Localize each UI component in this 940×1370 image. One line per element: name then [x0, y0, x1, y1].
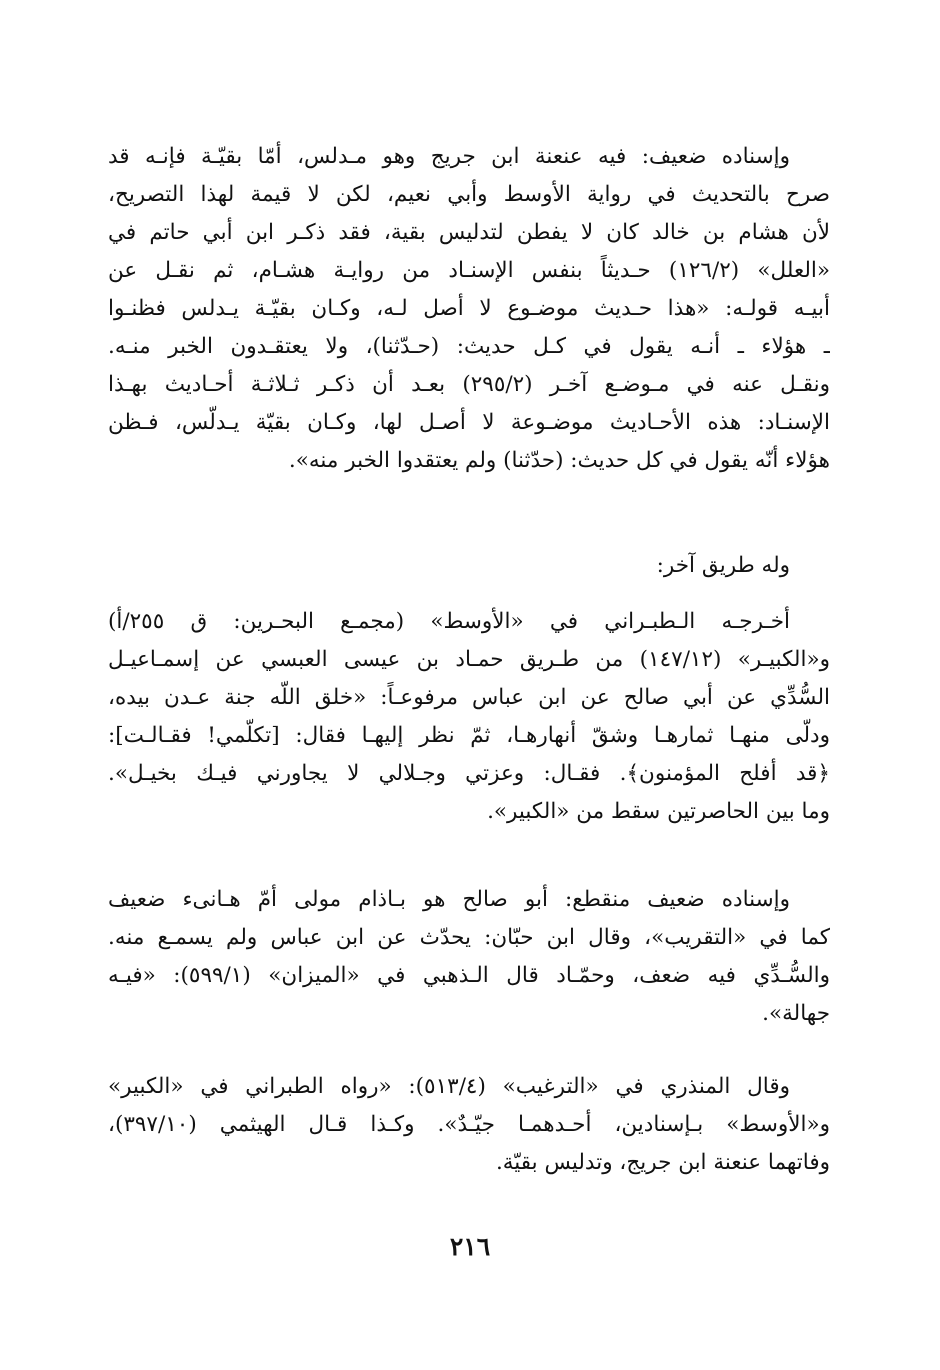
text-line: جهالة».: [762, 1001, 830, 1026]
text-line: و«الأوسط» بـإسنادين، أحـدهمـا جيّـدٌ». وكـذا قـال الهيثمي (٣٩٧/١٠)،: [108, 1112, 830, 1137]
text-line: ونقـل عنه في مـوضـع آخـر (٢٩٥/٢) بعـد أن ذكـر ثـلاثـة أحـاديث بهـذا: [108, 372, 830, 397]
page-number: ٢١٦: [449, 1232, 491, 1261]
text-line: وفاتهما عنعنة ابن جريج، وتدليس بقيّة.: [495, 1150, 830, 1175]
text-line: «العلل» (١٢٦/٢) حـديثاً بنفس الإسنـاد من روايـة هشـام، ثم نقـل عن: [108, 258, 830, 283]
text-line: ودلّى منهـا ثمارهـا وشقّ أنهارهـا، ثمّ نظر إليهـا فقال: [تكلّمي! فقـالـت]:: [108, 723, 830, 748]
paragraph-another-route: [108, 547, 830, 585]
text-line: ﴿قد أفلح المؤمنون﴾. فقـال: وعزتي وجـلالي لا يجاورني فيـك بخيـل».: [108, 761, 830, 786]
text-line: أخـرجـه الـطبـراني في «الأوسط» (مجمـع البحـرين: ق ٢٥٥/أ): [108, 609, 790, 634]
paragraph-takhrij: [108, 603, 830, 831]
text-line: وقال المنذري في «الترغيب» (٥١٣/٤): «رواه الطبراني في «الكبير»: [108, 1074, 790, 1099]
text-line: الإسنـاد: هذه الأحـاديث موضـوعة لا أصـل لها، وكـان بقيّة يـدلّس، فـظن: [108, 410, 830, 435]
text-line: وإسناده ضعيف منقطع: أبو صالح هو بـاذام مولى أمّ هـانىء ضعيف: [108, 887, 790, 912]
text-line: وله طريق آخر:: [656, 553, 790, 578]
text-line: السُّدِّي عن أبي صالح عن ابن عباس مرفوعـاً: «خلق اللّه جنة عـدن بيده،: [108, 685, 830, 710]
paragraph-isnad-weak: [108, 138, 830, 480]
text-line: كما في «التقريب»، وقال ابن حبّان: يحدّث عن ابن عباس ولم يسمـع منه.: [108, 925, 830, 950]
text-line: ـ هؤلاء ـ أنـه يقول في كـل حديث: (حـدّثنا)، ولا يعتقـدون الخبر منـه.: [108, 334, 830, 359]
text-line: وإسناده ضعيف: فيه عنعنة ابن جريج وهو مـدلس، أمّا بقيّـة فإنـه قد: [108, 144, 790, 169]
text-line: هؤلاء أنّه يقول في كل حديث: (حدّثنا) ولم يعتقدوا الخبر منه».: [288, 448, 830, 473]
text-line: لأن هشام بن خالد كان لا يفطن لتدليس بقية، فقد ذكـر ابن أبي حاتم في: [108, 220, 830, 245]
text-line: وما بين الحاصرتين سقط من «الكبير».: [487, 799, 830, 824]
paragraph-isnad-munqati: [108, 881, 830, 1033]
text-line: أبيـه قولـه: «هذا حـديث موضـوع لا أصل لـه، وكـان بقيّـة يـدلس فظنـوا: [108, 296, 830, 321]
text-line: والسُّـدِّي فيه ضعف، وحمّـاد قال الـذهبي في «الميزان» (٥٩٩/١): «فيـه: [108, 963, 830, 988]
text-line: و«الكبيـر» (١٤٧/١٢) من طـريق حمـاد بن عيسى العبسي عن إسمـاعيـل: [108, 647, 830, 672]
paragraph-mundhiri: [108, 1068, 830, 1182]
text-line: صرح بالتحديث في رواية الأوسط وأبي نعيم، لكن لا قيمة لهذا التصريح،: [108, 182, 830, 207]
